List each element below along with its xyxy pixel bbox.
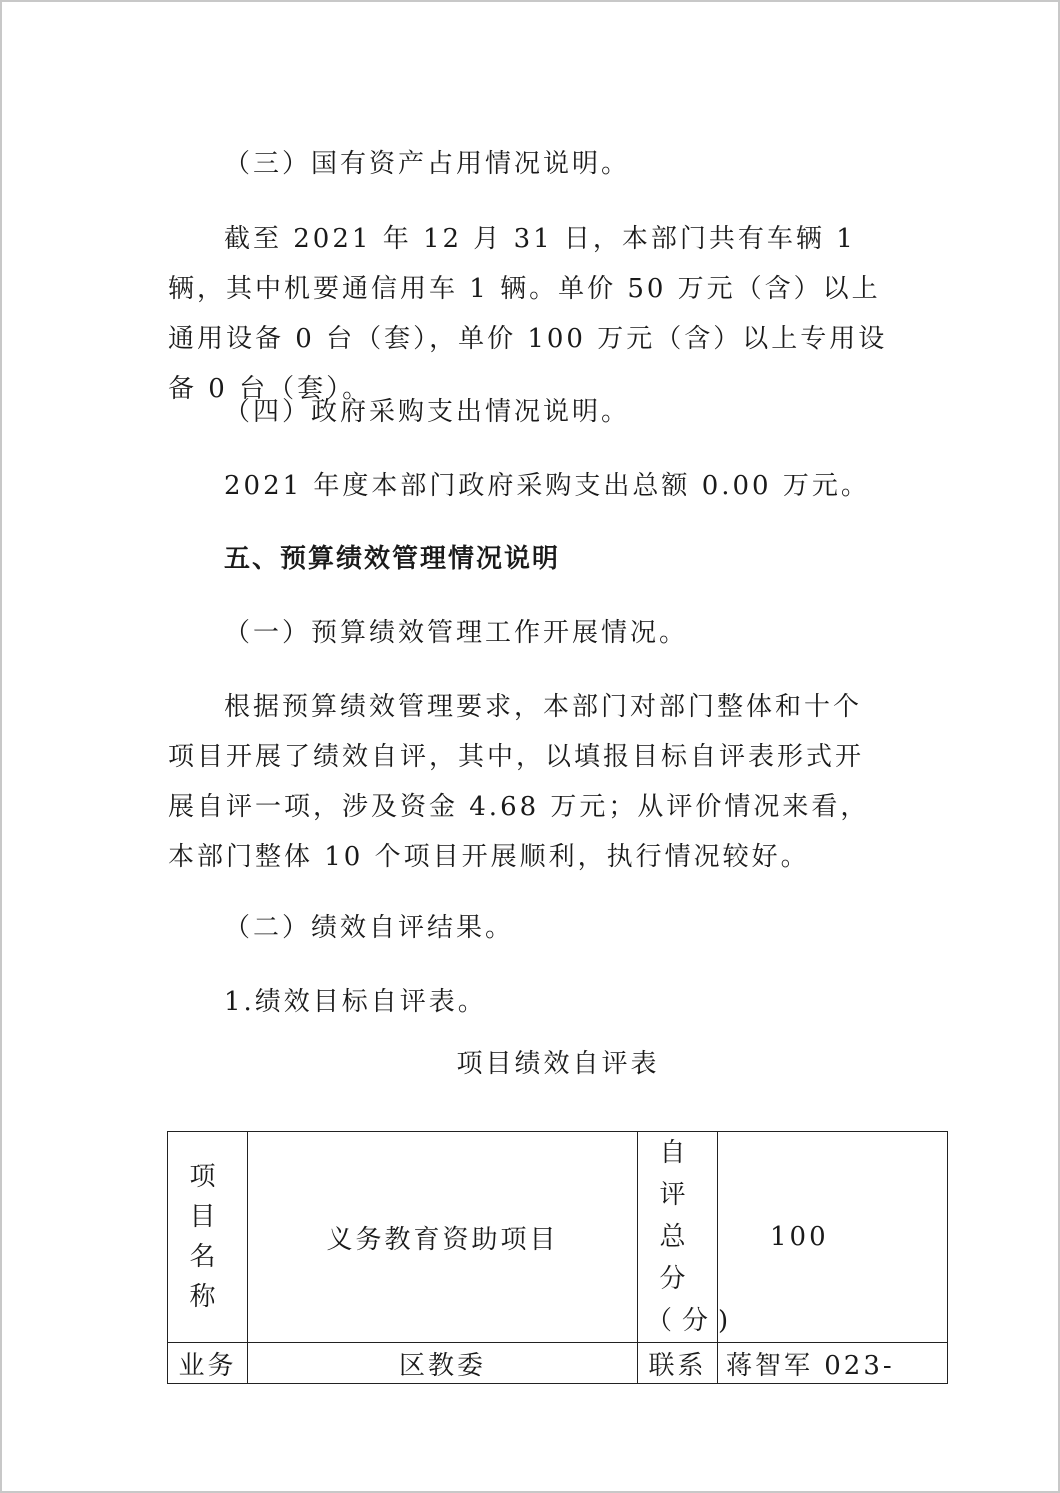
section3-body: 截至 2021 年 12 月 31 日，本部门共有车辆 1 辆，其中机要通信用车 1 辆。单价 50 万元（含）以上通用设备 0 台（套），单价 100 万元（含）以上专用设备 0 台（套）。 [168,224,888,404]
performance-table [167,1131,948,1384]
table-row [168,1343,948,1384]
table-row [168,1132,948,1343]
section4-body: 2021 年度本部门政府采购支出总额 0.00 万元。 [224,471,870,501]
contact-label: 联系 [648,1350,707,1381]
project-name-cell [248,1132,638,1343]
score-value: 100 [770,1222,829,1252]
project-name: 义务教育资助项目 [326,1224,559,1255]
project-name-label: 项目名称 [189,1162,226,1312]
sub1-body: 根据预算绩效管理要求，本部门对部门整体和十个项目开展了绩效自评，其中，以填报目标自评表形式开展自评一项，涉及资金 4.68 万元；从评价情况来看，本部门整体 10 个项目开展顺利，执行情况较好。 [168,692,870,872]
sub1-heading: （一）预算绩效管理工作开展情况。 [224,618,689,648]
dept-label: 业务 [178,1350,237,1381]
score-label-cell [638,1132,739,1343]
section4-heading: （四）政府采购支出情况说明。 [224,397,631,427]
contact-value: 蒋智军 023- [726,1350,895,1381]
score-label: 自评总分（分) [646,1138,739,1336]
table-caption: 项目绩效自评表 [456,1049,660,1079]
chapter5-heading: 五、预算绩效管理情况说明 [224,544,561,574]
contact-label-cell [638,1343,718,1384]
dept-cell [248,1343,638,1384]
dept-label-cell [168,1343,248,1384]
contact-cell [718,1343,948,1384]
item1-heading: 1.绩效目标自评表。 [224,987,487,1017]
score-cell [718,1132,948,1343]
dept-value: 区教委 [398,1350,486,1381]
project-name-label-cell [168,1132,248,1343]
sub2-heading: （二）绩效自评结果。 [224,913,515,943]
section3-heading: （三）国有资产占用情况说明。 [224,149,631,179]
